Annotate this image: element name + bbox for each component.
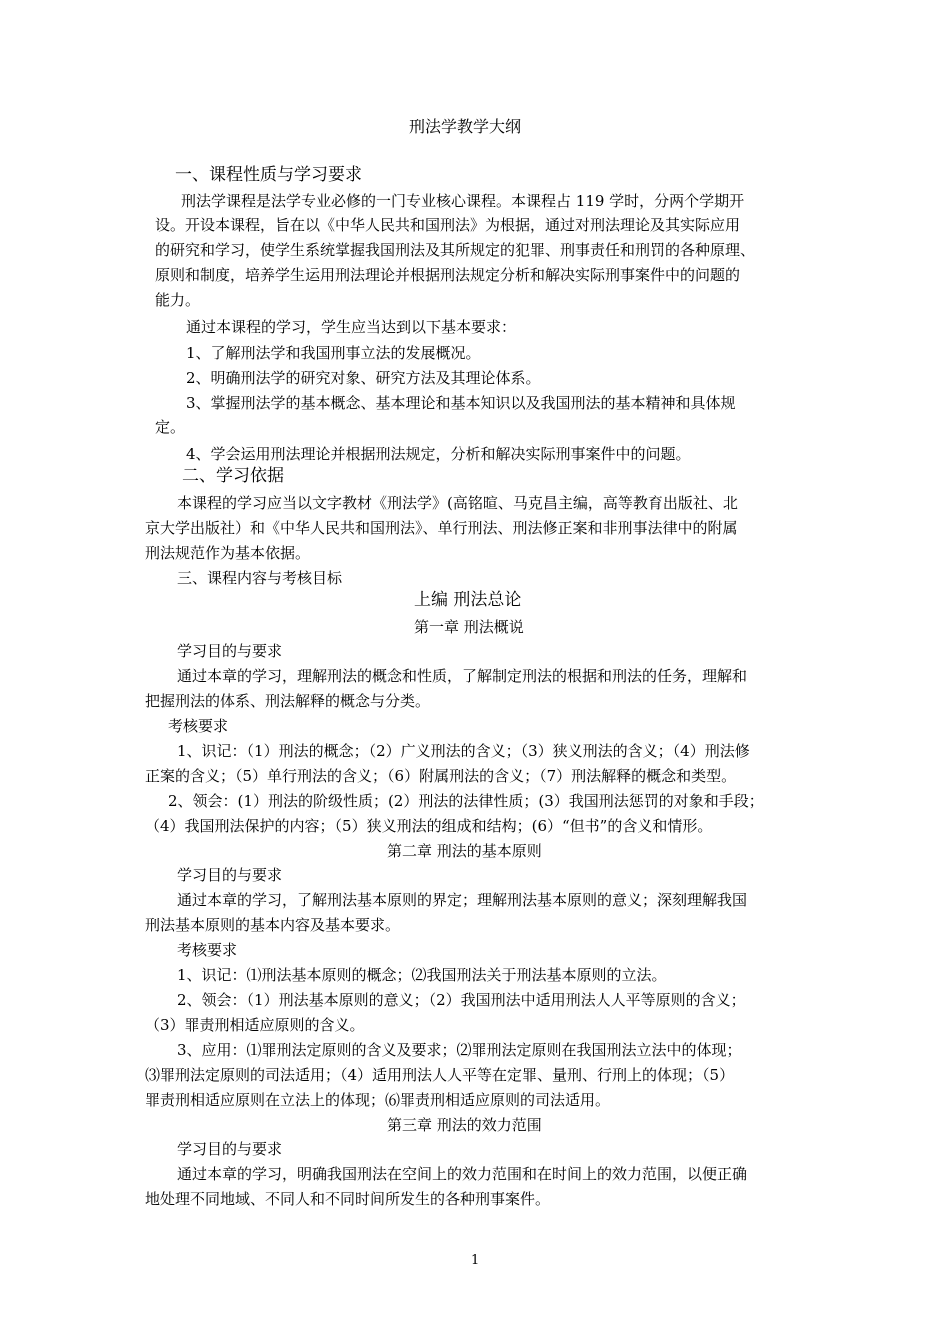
paragraph-line: 通过本章的学习，了解刑法基本原则的界定；理解刑法基本原则的意义；深刻理解我国	[177, 891, 748, 909]
paragraph-line: 京大学出版社）和《中华人民共和国刑法》、单行刑法、刑法修正案和非刑事法律中的附属	[145, 519, 738, 537]
requirement-item-continued: 定。	[155, 418, 186, 436]
chapter2-title: 第二章 刑法的基本原则	[387, 842, 542, 860]
exam-item: 2、领会：(1）刑法的阶级性质；(2）刑法的法律性质；(3）我国刑法惩罚的对象和手段；	[168, 792, 764, 810]
requirement-item: 1、了解刑法学和我国刑事立法的发展概况。	[186, 344, 481, 362]
exam-item-continued: （4）我国刑法保护的内容；（5）狭义刑法的组成和结构；(6）“但书”的含义和情形。	[145, 817, 713, 835]
paragraph-line: 原则和制度，培养学生运用刑法理论并根据刑法规定分析和解决实际刑事案件中的问题的	[155, 266, 741, 284]
paragraph-line: 设。开设本课程，旨在以《中华人民共和国刑法》为根据，通过对刑法理论及其实际应用	[155, 216, 741, 234]
requirements-intro: 通过本课程的学习，学生应当达到以下基本要求：	[186, 318, 517, 336]
paragraph-line: 本课程的学习应当以文字教材《刑法学》(高铭暄、马克昌主编，高等教育出版社、北	[177, 494, 738, 512]
chapter1-exam-label: 考核要求	[168, 717, 229, 735]
chapter2-goal-label: 学习目的与要求	[177, 866, 283, 884]
paragraph-line: 刑法基本原则的基本内容及基本要求。	[145, 916, 401, 934]
requirement-item: 3、掌握刑法学的基本概念、基本理论和基本知识以及我国刑法的基本精神和具体规	[186, 394, 736, 412]
paragraph-line: 把握刑法的体系、刑法解释的概念与分类。	[145, 692, 431, 710]
paragraph-line: 通过本章的学习，明确我国刑法在空间上的效力范围和在时间上的效力范围，以便正确	[177, 1165, 748, 1183]
section3-heading: 三、课程内容与考核目标	[177, 569, 343, 587]
exam-item-continued: ⑶罪刑法定原则的司法适用；（4）适用刑法人人平等在定罪、量刑、行刑上的体现；（5）	[145, 1066, 735, 1084]
chapter2-exam-label: 考核要求	[177, 941, 238, 959]
exam-item: 2、领会：（1）刑法基本原则的意义；（2）我国刑法中适用刑法人人平等原则的含义；	[177, 991, 746, 1009]
document-title: 刑法学教学大纲	[409, 117, 522, 136]
requirement-item: 4、学会运用刑法理论并根据刑法规定，分析和解决实际刑事案件中的问题。	[186, 445, 691, 463]
paragraph-line: 的研究和学习，使学生系统掌握我国刑法及其所规定的犯罪、刑事责任和刑罚的各种原理、	[155, 241, 756, 259]
paragraph-line: 刑法规范作为基本依据。	[145, 544, 311, 562]
requirement-item: 2、明确刑法学的研究对象、研究方法及其理论体系。	[186, 369, 541, 387]
chapter1-goal-label: 学习目的与要求	[177, 642, 283, 660]
exam-item: 3、应用：⑴罪刑法定原则的含义及要求；⑵罪刑法定原则在我国刑法立法中的体现；	[177, 1041, 742, 1059]
exam-item-continued: （3）罪责刑相适应原则的含义。	[145, 1016, 365, 1034]
chapter1-title: 第一章 刑法概说	[414, 618, 524, 636]
exam-item-continued: 正案的含义；（5）单行刑法的含义；（6）附属刑法的含义；（7）刑法解释的概念和类型。	[145, 767, 737, 785]
part-title: 上编 刑法总论	[414, 590, 522, 610]
chapter3-title: 第三章 刑法的效力范围	[387, 1116, 542, 1134]
exam-item-continued: 罪责刑相适应原则在立法上的体现；⑹罪责刑相适应原则的司法适用。	[145, 1091, 611, 1109]
section1-heading: 一、课程性质与学习要求	[175, 165, 362, 185]
chapter3-goal-label: 学习目的与要求	[177, 1140, 283, 1158]
exam-item: 1、识记：（1）刑法的概念；（2）广义刑法的含义；（3）狭义刑法的含义；（4）刑法修	[177, 742, 750, 760]
section2-heading: 二、学习依据	[182, 466, 284, 486]
exam-item: 1、识记：⑴刑法基本原则的概念；⑵我国刑法关于刑法基本原则的立法。	[177, 966, 667, 984]
paragraph-line: 刑法学课程是法学专业必修的一门专业核心课程。本课程占 119 学时，分两个学期开	[181, 192, 745, 210]
paragraph-line: 地处理不同地域、不同人和不同时间所发生的各种刑事案件。	[145, 1190, 551, 1208]
page-number: 1	[471, 1253, 480, 1268]
paragraph-line: 能力。	[155, 291, 201, 309]
paragraph-line: 通过本章的学习，理解刑法的概念和性质，了解制定刑法的根据和刑法的任务，理解和	[177, 667, 748, 685]
